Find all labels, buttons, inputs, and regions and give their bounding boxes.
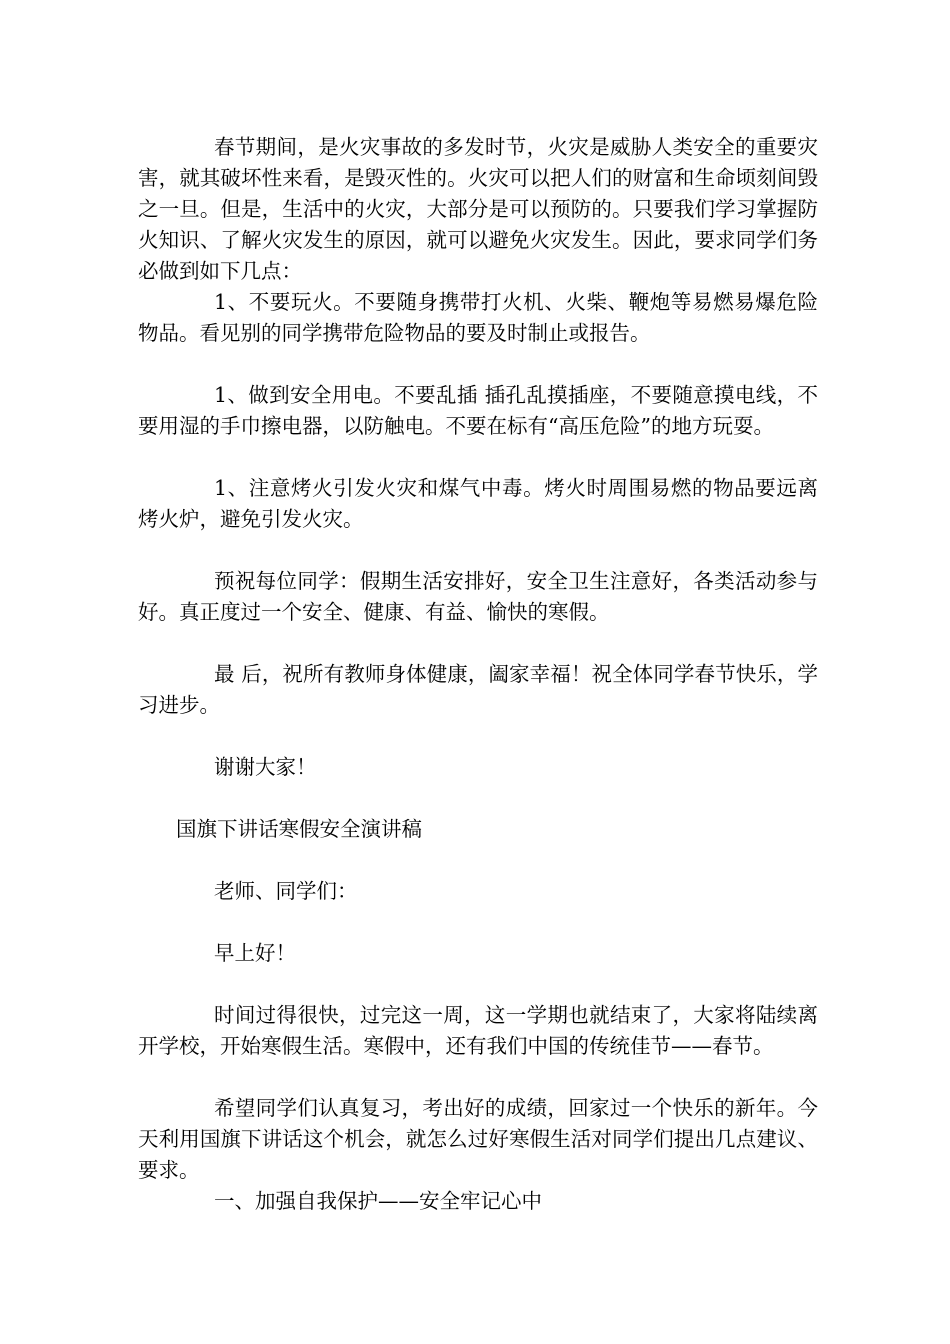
paragraph-heating-safety: 1、注意烤火引发火灾和煤气中毒。烤火时周围易燃的物品要远离烤火炉，避免引发火灾。 [138,476,818,531]
paragraph-hope: 希望同学们认真复习，考出好的成绩，回家过一个快乐的新年。今天利用国旗下讲话这个机会，就怎么过好寒假生活对同学们提出几点建议、要求。 [138,1096,818,1182]
paragraph-electric-safety: 1、做到安全用电。不要乱插 插孔乱摸插座，不要随意摸电线，不要用湿的手巾擦电器，以防触电。不要在标有“高压危险”的地方玩耍。 [138,383,818,438]
paragraph-fire-safety-intro: 春节期间，是火灾事故的多发时节，火灾是威胁人类安全的重要灾害，就其破坏性来看，是毁灭性的。火灾可以把人们的财富和生命顷刻间毁之一旦。但是，生活中的火灾，大部分是可以预防的。只要我们学习掌握防火知识、了解火灾发生的原因，就可以避免火灾发生。因此，要求同学们务必做到如下几点： [138,135,818,283]
paragraph-thanks: 谢谢大家！ [214,755,317,779]
paragraph-time-passes: 时间过得很快，过完这一周，这一学期也就结束了，大家将陆续离开学校，开始寒假生活。寒假中，还有我们中国的传统佳节——春节。 [138,1003,818,1058]
paragraph-no-playing-fire: 1、不要玩火。不要随身携带打火机、火柴、鞭炮等易燃易爆危险物品。看见别的同学携带危险物品的要及时制止或报告。 [138,290,818,345]
paragraph-closing: 最 后，祝所有教师身体健康，阖家幸福！祝全体同学春节快乐，学习进步。 [138,662,818,717]
speech-title: 国旗下讲话寒假安全演讲稿 [176,817,422,841]
section-heading-self-protection: 一、加强自我保护——安全牢记心中 [214,1189,542,1213]
paragraph-salutation: 老师、同学们： [214,879,358,903]
paragraph-wishes: 预祝每位同学：假期生活安排好，安全卫生注意好，各类活动参与好。真正度过一个安全、健康、有益、愉快的寒假。 [138,569,818,624]
paragraph-greeting: 早上好！ [214,941,296,965]
